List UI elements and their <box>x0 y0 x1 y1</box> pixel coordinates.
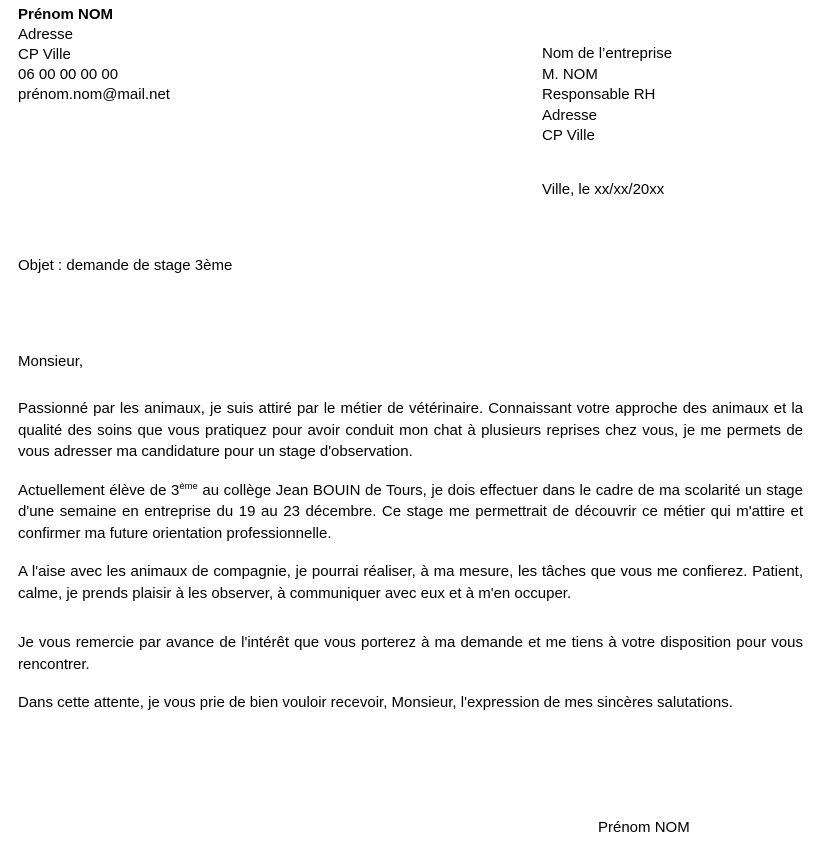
sender-email: prénom.nom@mail.net <box>18 86 170 103</box>
letter-body <box>18 352 803 731</box>
paragraph-2-text-before-superscript: Actuellement élève de 3 <box>18 481 180 499</box>
recipient-address: Adresse <box>542 106 598 124</box>
sender-address: Adresse <box>18 26 74 43</box>
recipient-company: Nom de l’entreprise <box>542 45 673 62</box>
body-paragraph-5: Dans cette attente, je vous prie de bien vouloir recevoir, Monsieur, l'expression de mes sincères salutations. <box>18 694 733 711</box>
sender-block <box>18 5 170 105</box>
sender-name: Prénom NOM <box>18 6 114 23</box>
recipient-role: Responsable RH <box>542 86 656 103</box>
sender-phone: 06 00 00 00 00 <box>18 66 119 83</box>
subject-line: Objet : demande de stage 3ème <box>18 257 233 274</box>
sender-postcode-city: CP Ville <box>18 46 71 63</box>
ordinal-superscript: ème <box>179 480 198 492</box>
recipient-block <box>542 44 672 147</box>
signature: Prénom NOM <box>598 819 690 836</box>
paragraph-2-text-after-superscript: au collège Jean BOUIN de Tours, je dois effectuer dans le cadre de ma scolarité un stage d'une semaine en entreprise du 19 au 23 décembre. Ce stage me permettrait de découvrir ce métier qui m'attire et confirmer ma future orientation professionnelle. <box>18 481 803 542</box>
date-line: Ville, le xx/xx/20xx <box>542 181 665 198</box>
recipient-postcode-city: CP Ville <box>542 127 595 144</box>
recipient-contact: M. NOM <box>542 65 598 83</box>
body-paragraph-1: Passionné par les animaux, je suis attiré par le métier de vétérinaire. Connaissant votre approche des animaux et la qualité des soins que vous pratiquez pour avoir conduit mon chat à plusieurs reprises chez vous, je me permets de vous adresser ma candidature pour un stage d'observation. <box>18 400 803 460</box>
body-paragraph-4: Je vous remercie par avance de l'intérêt que vous porterez à ma demande et me tiens à votre disposition pour vous rencontrer. <box>18 634 803 673</box>
body-paragraph-3: A l'aise avec les animaux de compagnie, je pourrai réaliser, à ma mesure, les tâches que vous me confierez. Patient, calme, je prends plaisir à les observer, à communiquer avec eux et à m'en occuper. <box>18 563 803 602</box>
salutation: Monsieur, <box>18 353 84 370</box>
body-paragraph-2 <box>18 480 803 545</box>
